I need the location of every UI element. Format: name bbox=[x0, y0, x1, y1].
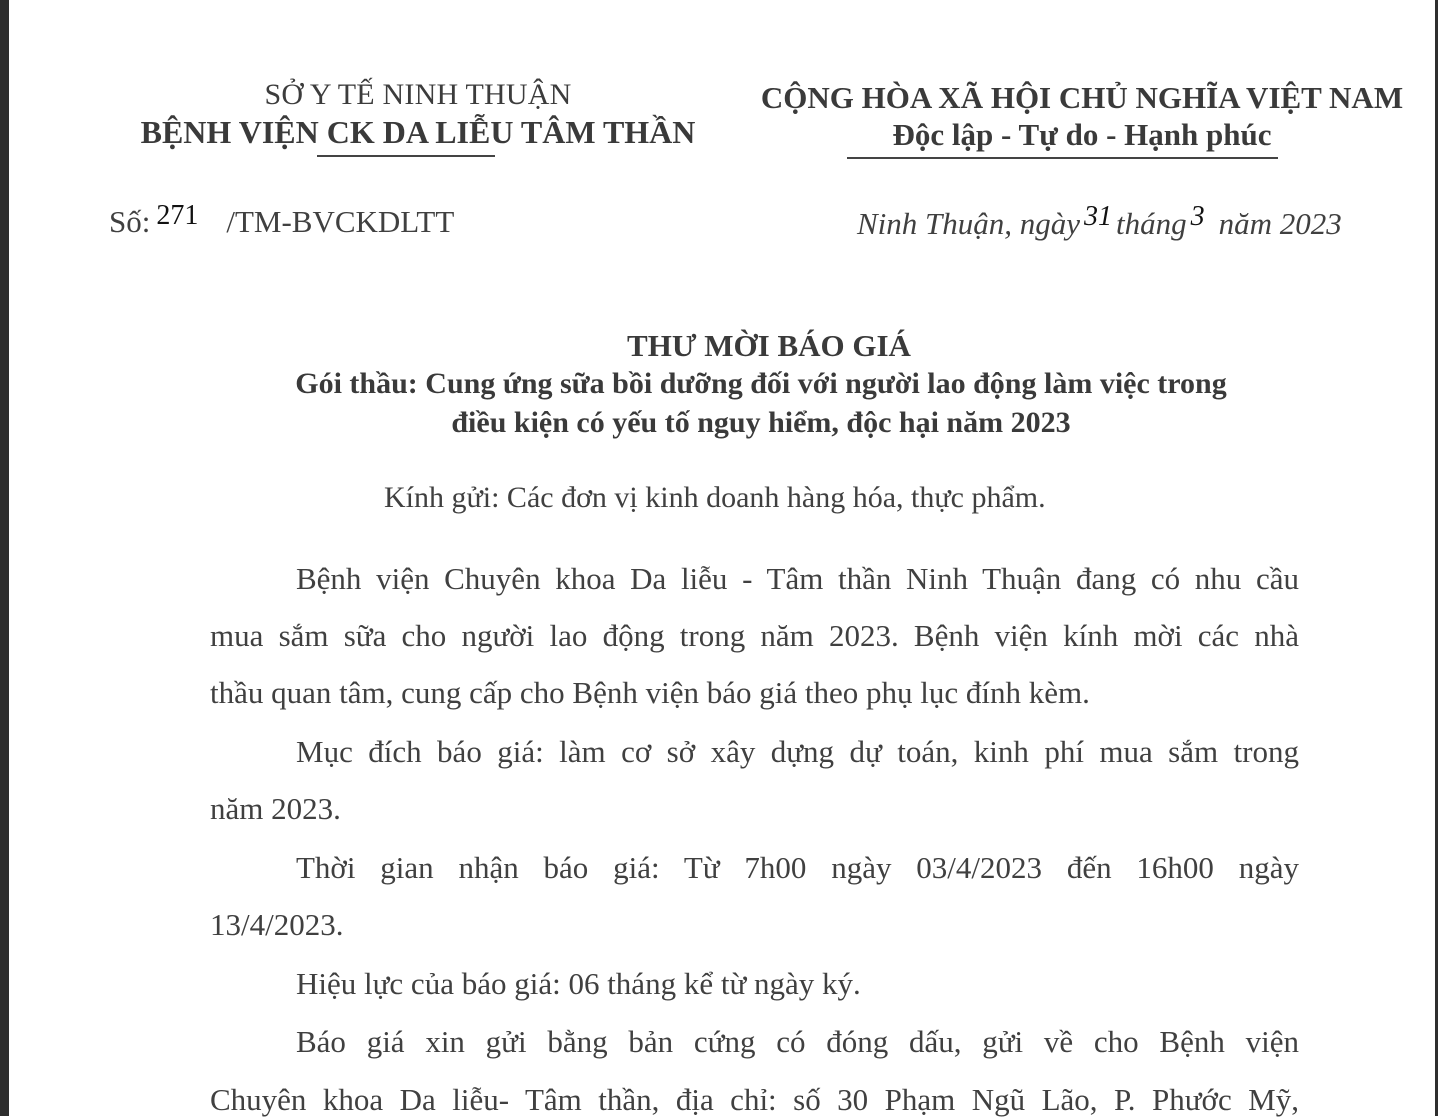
body-line: Hiệu lực của báo giá: 06 tháng kể từ ngày ký. bbox=[296, 966, 861, 1001]
body-line: 13/4/2023. bbox=[210, 907, 344, 942]
national-motto: Độc lập - Tự do - Hạnh phúc bbox=[892, 117, 1272, 152]
document-number bbox=[109, 200, 455, 240]
motto-underline bbox=[847, 157, 1278, 159]
document-subtitle-line1: Gói thầu: Cung ứng sữa bồi dưỡng đối với người lao động làm việc trong bbox=[295, 367, 1227, 400]
body-line: mua sắm sữa cho người lao động trong năm 2023. Bệnh viện kính mời các nhà bbox=[210, 618, 1299, 653]
hospital-name: BỆNH VIỆN CK DA LIỄU TÂM THẦN bbox=[140, 114, 696, 150]
number-label: Số: bbox=[109, 204, 151, 239]
date-month: 3 bbox=[1190, 201, 1205, 232]
document-subtitle-line2: điều kiện có yếu tố nguy hiểm, độc hại năm 2023 bbox=[451, 406, 1071, 439]
hospital-underline bbox=[317, 155, 495, 157]
number-value: 271 bbox=[156, 200, 199, 231]
document-page bbox=[9, 0, 1435, 1116]
recipient-line: Kính gửi: Các đơn vị kinh doanh hàng hóa, thực phẩm. bbox=[384, 481, 1046, 514]
body-line: thầu quan tâm, cung cấp cho Bệnh viện báo giá theo phụ lục đính kèm. bbox=[210, 675, 1090, 710]
body-line: Chuyên khoa Da liễu- Tâm thần, địa chỉ: số 30 Phạm Ngũ Lão, P. Phước Mỹ, bbox=[210, 1082, 1299, 1117]
date-place: Ninh Thuận, ngày bbox=[857, 206, 1081, 241]
date-day: 31 bbox=[1084, 201, 1113, 232]
number-code: /TM-BVCKDLTT bbox=[226, 204, 455, 239]
body-line: Báo giá xin gửi bằng bản cứng có đóng dấu, gửi về cho Bệnh viện bbox=[296, 1024, 1299, 1059]
body-line: Mục đích báo giá: làm cơ sở xây dựng dự toán, kinh phí mua sắm trong bbox=[296, 734, 1299, 769]
scan-border-left bbox=[0, 0, 9, 1116]
date-year: năm 2023 bbox=[1218, 206, 1342, 241]
body-line: Bệnh viện Chuyên khoa Da liễu - Tâm thần Ninh Thuận đang có nhu cầu bbox=[296, 561, 1299, 596]
agency-name: SỞ Y TẾ NINH THUẬN bbox=[264, 78, 572, 111]
body-line: năm 2023. bbox=[210, 791, 341, 826]
document-date bbox=[857, 201, 1342, 242]
body-line: Thời gian nhận báo giá: Từ 7h00 ngày 03/4/2023 đến 16h00 ngày bbox=[296, 850, 1299, 885]
date-month-label: tháng bbox=[1116, 206, 1187, 241]
document-title: THƯ MỜI BÁO GIÁ bbox=[627, 328, 911, 363]
nation-title: CỘNG HÒA XÃ HỘI CHỦ NGHĨA VIỆT NAM bbox=[760, 80, 1404, 115]
